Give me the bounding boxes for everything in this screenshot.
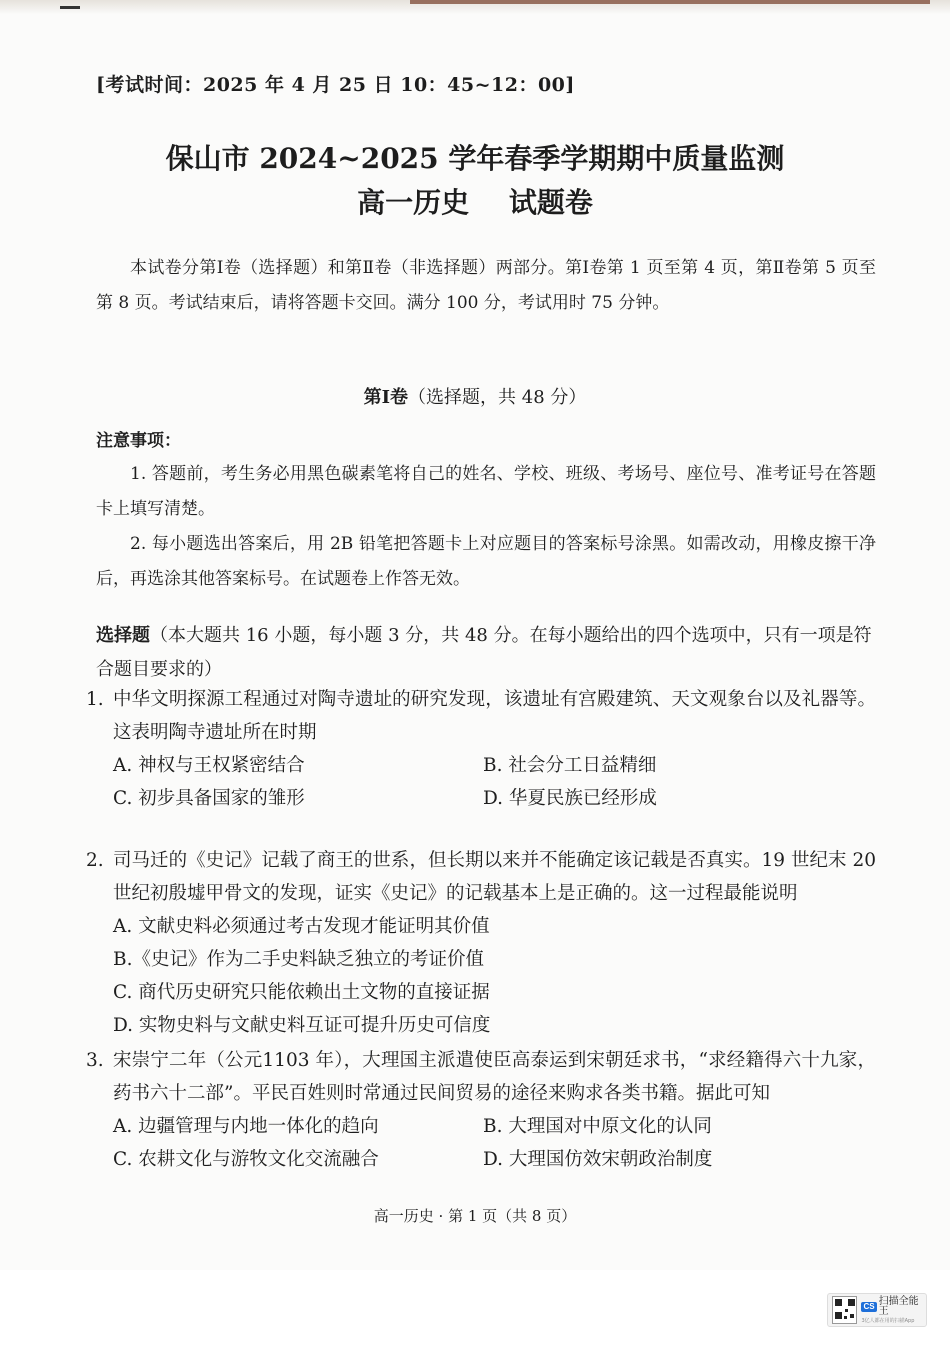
question-options	[113, 1110, 876, 1176]
page-bottom-margin	[0, 1270, 950, 1345]
choice-section-label: 选择题	[96, 625, 150, 646]
question-options	[113, 749, 876, 815]
section-heading-rest: （选择题，共 48 分）	[408, 387, 587, 408]
exam-instructions	[96, 251, 876, 321]
option-d: D. 大理国仿效宋朝政治制度	[483, 1149, 713, 1170]
option-d: D. 实物史料与文献史料互证可提升历史可信度	[113, 1015, 491, 1036]
scan-mark-stripe	[410, 0, 930, 4]
question-number: 2.	[86, 850, 104, 871]
choice-section-desc: （本大题共 16 小题，每小题 3 分，共 48 分。在每小题给出的四个选项中，只有一项是符合题目要求的）	[96, 625, 872, 680]
option-b: B.《史记》作为二手史料缺乏独立的考证价值	[113, 949, 484, 970]
question	[86, 683, 876, 815]
option-d: D. 华夏民族已经形成	[483, 788, 657, 809]
option-c: C. 商代历史研究只能依赖出土文物的直接证据	[113, 982, 490, 1003]
camscanner-logo-icon: CS	[863, 1301, 875, 1311]
page-footer: 高一历史 · 第 1 页（共 8 页）	[373, 1207, 577, 1225]
question-options	[113, 910, 876, 1042]
section-heading	[0, 383, 950, 409]
option-c: C. 初步具备国家的雏形	[113, 788, 305, 809]
question-stem: 中华文明探源工程通过对陶寺遗址的研究发现，该遗址有宫殿建筑、天文观象台以及礼器等。这表明陶寺遗址所在时期	[113, 689, 876, 743]
scanner-app-tagline: 3亿人都在用的扫描App	[861, 1317, 915, 1324]
choice-section-intro	[96, 619, 876, 687]
option-a: A. 文献史料必须通过考古发现才能证明其价值	[113, 916, 490, 937]
question-stem: 宋崇宁二年（公元1103 年），大理国主派遣使臣高泰运到宋朝廷求书，“求经籍得六十九家，药书六十二部”。平民百姓则时常通过民间贸易的途径来购求各类书籍。据此可知	[113, 1050, 876, 1104]
exam-subtitle: 高一历史 试题卷	[357, 186, 593, 219]
notice-title: 注意事项：	[96, 431, 181, 451]
page-top-edge	[0, 0, 950, 14]
question-stem: 司马迁的《史记》记载了商王的世系，但长期以来并不能确定该记载是否真实。19 世纪末 20 世纪初殷墟甲骨文的发现，证实《史记》的记载基本上是正确的。这一过程最能说明	[113, 850, 876, 904]
instructions-text: 本试卷分第Ⅰ卷（选择题）和第Ⅱ卷（非选择题）两部分。第Ⅰ卷第 1 页至第 4 页，第Ⅱ卷第 5 页至第 8 页。考试结束后，请将答题卡交回。满分 100 分，考试用时 75 分钟。	[96, 258, 876, 313]
option-a: A. 神权与王权紧密结合	[113, 755, 305, 776]
notice-item: 2. 每小题选出答案后，用 2B 铅笔把答题卡上对应题目的答案标号涂黑。如需改动，用橡皮擦干净后，再选涂其他答案标号。在试题卷上作答无效。	[96, 534, 876, 589]
notice-item: 1. 答题前，考生务必用黑色碳素笔将自己的姓名、学校、班级、考场号、座位号、准考证号在答题卡上填写清楚。	[96, 464, 876, 519]
option-b: B. 社会分工日益精细	[483, 755, 657, 776]
option-c: C. 农耕文化与游牧文化交流融合	[113, 1149, 379, 1170]
option-b: B. 大理国对中原文化的认同	[483, 1116, 712, 1137]
question	[86, 844, 876, 1042]
exam-title: 保山市 2024~2025 学年春季学期期中质量监测	[165, 142, 785, 175]
question	[86, 1044, 876, 1176]
question-number: 3.	[86, 1050, 104, 1071]
scan-mark	[60, 6, 80, 9]
qr-code-icon	[832, 1296, 857, 1324]
section-heading-bold: 第Ⅰ卷	[363, 387, 409, 408]
question-number: 1.	[86, 689, 104, 710]
scanner-badge	[827, 1293, 927, 1327]
notice-list	[96, 457, 876, 597]
option-a: A. 边疆管理与内地一体化的趋向	[113, 1116, 379, 1137]
exam-time: [考试时间：2025 年 4 月 25 日 10：45~12：00]	[96, 74, 575, 96]
scanner-app-name: 扫描全能王	[878, 1295, 919, 1317]
